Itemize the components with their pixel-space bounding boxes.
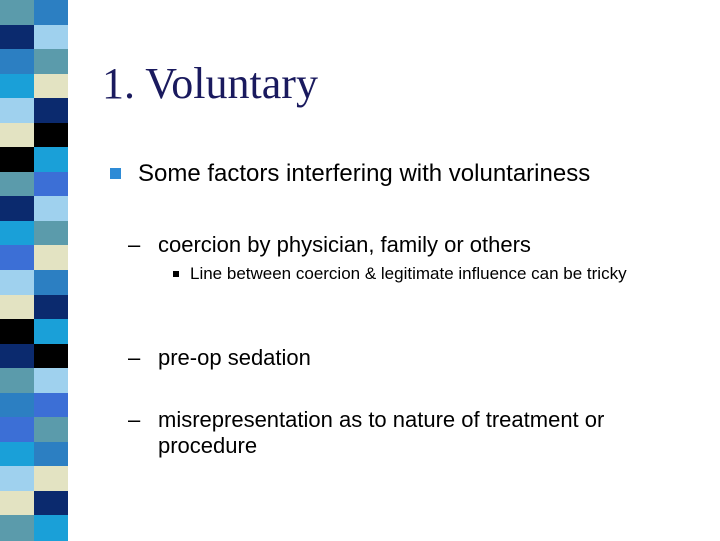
stripe-block xyxy=(34,442,68,468)
sub-sub-bullet-detail xyxy=(190,264,670,284)
stripe-block xyxy=(34,172,68,198)
sub-bullet-text: misrepresentation as to nature of treatment or procedure xyxy=(158,407,605,458)
stripe-block xyxy=(0,0,34,26)
square-bullet-icon xyxy=(110,168,121,179)
sub-bullet-text: coercion by physician, family or others xyxy=(158,232,531,257)
stripe-block xyxy=(0,319,34,345)
stripe-block xyxy=(34,417,68,443)
sub-sub-bullet-text: Line between coercion & legitimate influence can be tricky xyxy=(190,264,627,283)
stripe-block xyxy=(0,196,34,222)
stripe-block xyxy=(0,98,34,124)
stripe-block xyxy=(0,245,34,271)
dash-bullet: – xyxy=(128,407,141,432)
stripe-block xyxy=(34,196,68,222)
stripe-block xyxy=(0,466,34,492)
stripe-block xyxy=(34,25,68,51)
small-square-bullet-icon xyxy=(173,271,179,277)
stripe-block xyxy=(34,123,68,149)
stripe-column-right xyxy=(34,0,68,540)
stripe-block xyxy=(34,515,68,541)
stripe-block xyxy=(0,295,34,321)
stripe-block xyxy=(0,147,34,173)
stripe-block xyxy=(34,147,68,173)
stripe-block xyxy=(0,491,34,517)
stripe-block xyxy=(0,344,34,370)
bullet-main xyxy=(138,160,590,188)
stripe-block xyxy=(0,393,34,419)
stripe-block xyxy=(34,295,68,321)
dash-bullet: – xyxy=(128,345,141,370)
stripe-block xyxy=(0,270,34,296)
stripe-block xyxy=(0,417,34,443)
stripe-block xyxy=(34,74,68,100)
stripe-block xyxy=(0,74,34,100)
stripe-block xyxy=(34,319,68,345)
decorative-stripe xyxy=(0,0,68,540)
stripe-block xyxy=(34,491,68,517)
stripe-block xyxy=(34,368,68,394)
stripe-block xyxy=(34,221,68,247)
slide-title: 1. Voluntary xyxy=(102,59,318,108)
stripe-block xyxy=(34,466,68,492)
stripe-column-left xyxy=(0,0,34,540)
stripe-block xyxy=(34,344,68,370)
stripe-block xyxy=(0,123,34,149)
stripe-block xyxy=(34,98,68,124)
sub-bullet-text: pre-op sedation xyxy=(158,345,311,370)
sub-bullet-coercion xyxy=(128,232,531,258)
stripe-block xyxy=(0,368,34,394)
stripe-block xyxy=(0,442,34,468)
stripe-block xyxy=(0,172,34,198)
stripe-block xyxy=(0,49,34,75)
stripe-block xyxy=(34,49,68,75)
sub-bullet-sedation xyxy=(128,345,311,371)
stripe-block xyxy=(0,221,34,247)
stripe-block xyxy=(0,25,34,51)
stripe-block xyxy=(0,515,34,541)
bullet-main-text: Some factors interfering with voluntariness xyxy=(138,160,591,187)
dash-bullet: – xyxy=(128,232,141,257)
stripe-block xyxy=(34,270,68,296)
stripe-block xyxy=(34,245,68,271)
sub-bullet-misrepresentation xyxy=(128,407,678,459)
stripe-block xyxy=(34,0,68,26)
stripe-block xyxy=(34,393,68,419)
